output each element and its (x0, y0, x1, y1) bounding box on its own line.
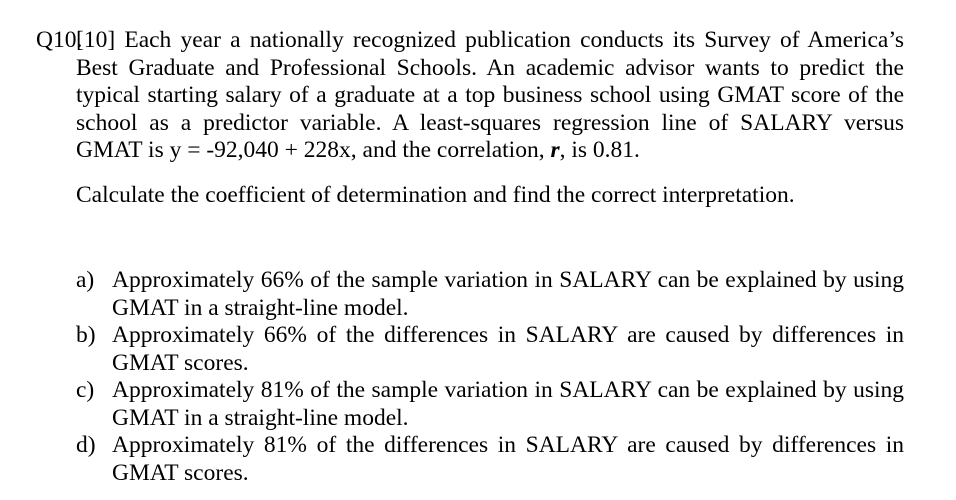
option-text: Approximately 81% of the sample variation in SALARY can be explained by using GMAT in a straight-line model. (112, 377, 904, 431)
question-stem-part2: , is 0.81. (559, 137, 640, 163)
question-number: Q10. (36, 27, 83, 53)
option-letter: b) (76, 322, 96, 348)
option-letter: c) (76, 377, 95, 403)
answer-option-c[interactable] (76, 377, 904, 432)
option-text: Approximately 81% of the differences in SALARY are caused by differences in GMAT scores. (112, 432, 904, 486)
question-text (76, 27, 904, 165)
answer-option-a[interactable] (76, 267, 904, 322)
correlation-symbol: r (550, 137, 560, 163)
answer-option-b[interactable] (76, 322, 904, 377)
answer-options (76, 267, 904, 487)
question-stem (36, 27, 904, 165)
option-text: Approximately 66% of the differences in SALARY are caused by differences in GMAT scores. (112, 322, 904, 376)
question-instruction: Calculate the coefficient of determination and find the correct interpretation. (76, 182, 795, 208)
option-letter: d) (76, 432, 96, 458)
answer-option-d[interactable] (76, 432, 904, 487)
option-letter: a) (76, 267, 95, 293)
option-text: Approximately 66% of the sample variation in SALARY can be explained by using GMAT in a straight-line model. (112, 267, 904, 321)
question-stem-part1: Each year a nationally recognized publication conducts its Survey of America’s Best Graduate and Professional Schools. An academic advisor wants to predict the typical starting salary of a graduate at a top business school using GMAT score of the school as a predictor variable. A least-squares regression line of SALARY versus GMAT is y = -92,040 + 228x, and the correlation, (76, 27, 904, 163)
question-points: [10] (76, 27, 116, 53)
